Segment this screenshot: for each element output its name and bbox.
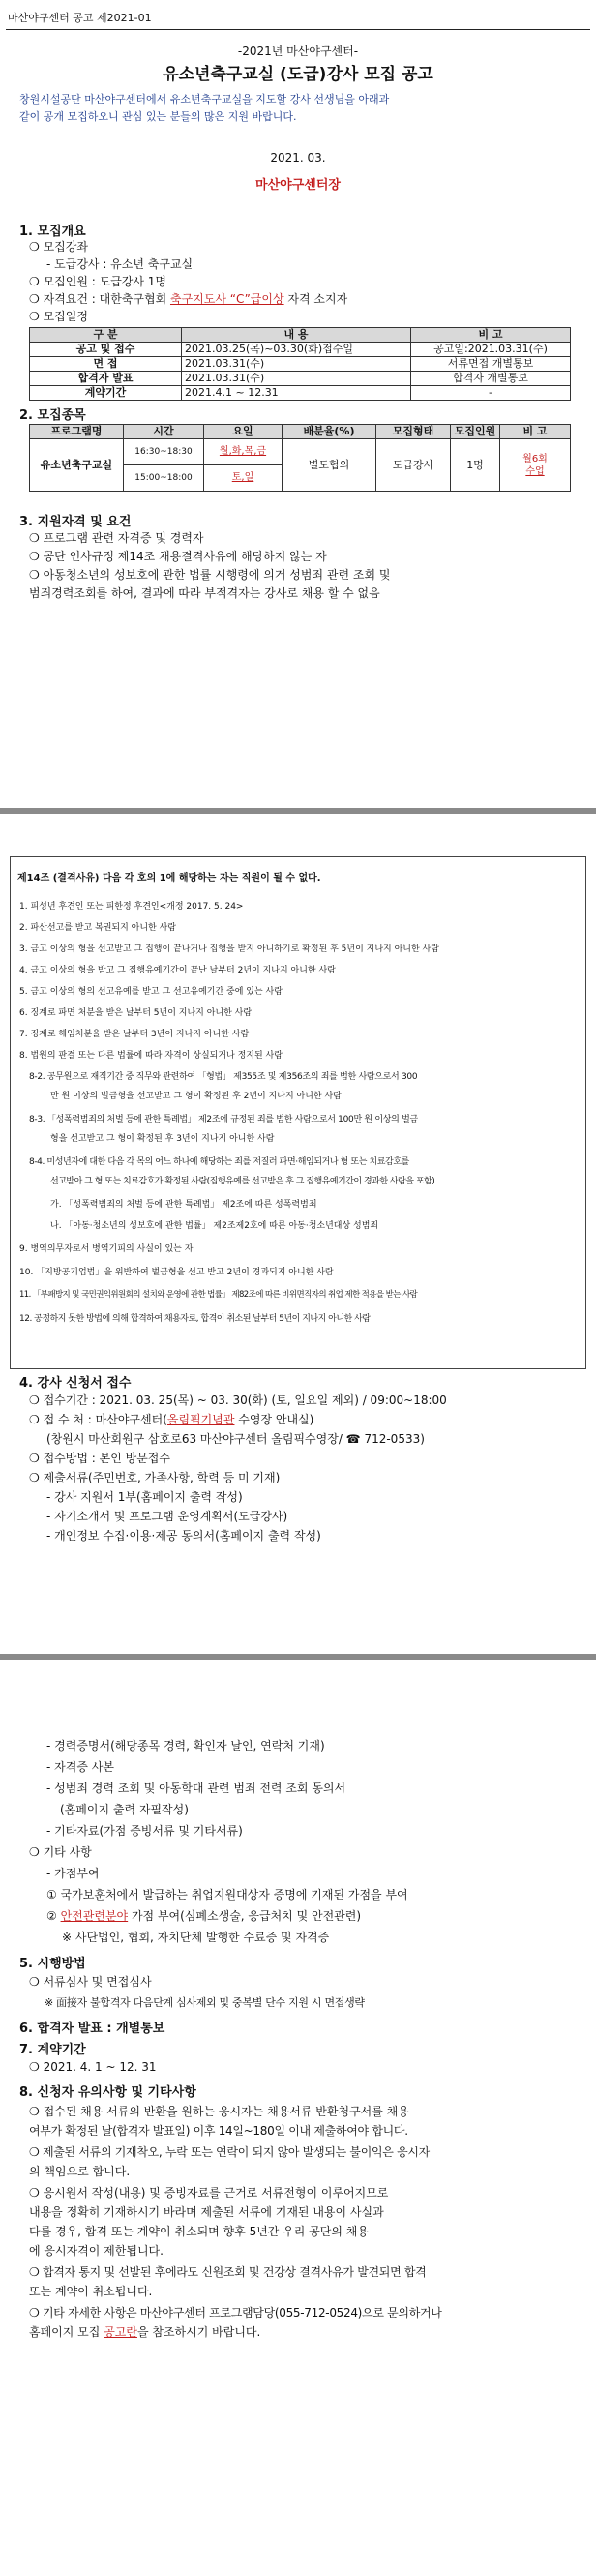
table-row bbox=[30, 372, 571, 386]
list-item: 나. 「아동·청소년의 성보호에 관한 법률」 제2조제2호에 따른 아동·청소년대상 성범죄 bbox=[50, 1221, 379, 1231]
list-item: 12. 공정하지 못한 방법에 의해 합격하여 채용자로, 합격이 취소된 날부터 5년이 지나지 아니한 사람 bbox=[19, 1314, 371, 1324]
s1-course-detail: - 도급강사 : 유소년 축구교실 bbox=[46, 257, 194, 271]
schedule-cell: 면 접 bbox=[30, 357, 182, 372]
s4-doc-item: - 자격증 사본 bbox=[46, 1760, 114, 1774]
issuer-name: 마산야구센터장 bbox=[255, 178, 341, 193]
list-item: 8-4. 미성년자에 대한 다음 각 목의 어느 하나에 해당하는 죄를 저질러 파면·해임되거나 형 또는 치료감호를 bbox=[29, 1157, 409, 1167]
bonus-item: ② 안전관련분야 가점 부여(심폐소생술, 응급처치 및 안전관련) bbox=[46, 1909, 362, 1923]
schedule-header-row bbox=[30, 328, 571, 343]
s4-address: (창원시 마산회원구 삼호로63 마산야구센터 올림픽수영장/ ☎ 712-0533) bbox=[46, 1432, 425, 1446]
table-row bbox=[30, 357, 571, 372]
section-3-heading: 3. 지원자격 및 요건 bbox=[19, 515, 132, 529]
notice-number: 마산야구센터 공고 제2021-01 bbox=[8, 12, 152, 24]
program-note: 월6회 수업 bbox=[500, 439, 571, 492]
s8-bullet-cont: 여부가 확정된 날(합격자 발표일) 이후 14일~180일 이내 제출하여야 합니다. bbox=[29, 2124, 408, 2138]
s4-documents: ❍ 제출서류(주민번호, 가족사항, 학력 등 미 기재) bbox=[29, 1471, 281, 1484]
s1-bullet-course: ❍ 모집강좌 bbox=[29, 240, 88, 254]
page-3 bbox=[0, 1660, 596, 2576]
bonus-item: - 가점부여 bbox=[46, 1867, 100, 1880]
program-time: 15:00~18:00 bbox=[124, 465, 204, 492]
s4-method: ❍ 접수방법 : 본인 방문접수 bbox=[29, 1452, 170, 1465]
schedule-cell: 2021.4.1 ~ 12.31 bbox=[182, 386, 411, 401]
s8-bullet-cont: 다를 경우, 합격 또는 계약이 취소되며 향후 5년간 우리 공단의 채용 bbox=[29, 2225, 369, 2238]
intro-line-1: 창원시설공단 마산야구센터에서 유소년축구교실을 지도할 강사 선생님을 아래과 bbox=[19, 93, 390, 105]
schedule-cell: 공고일:2021.03.31(수) bbox=[411, 343, 571, 357]
program-days: 토,일 bbox=[204, 465, 283, 492]
schedule-cell: 서류면접 개별통보 bbox=[411, 357, 571, 372]
s5-bullet: ❍ 서류심사 및 면접심사 bbox=[29, 1975, 152, 1989]
schedule-header: 구 분 bbox=[30, 328, 182, 343]
s8-bullet: ❍ 응시원서 작성(내용) 및 증빙자료를 근거로 서류전형이 이루어지므로 bbox=[29, 2186, 389, 2200]
section-2-heading: 2. 모집종목 bbox=[19, 408, 86, 423]
list-item: 6. 징계로 파면 처분을 받은 날부터 5년이 지나지 아니한 사람 bbox=[19, 1008, 253, 1018]
table-row bbox=[30, 343, 571, 357]
list-item: 5. 금고 이상의 형의 선고유예를 받고 그 선고유예기간 중에 있는 사람 bbox=[19, 987, 283, 997]
section-7-heading: 7. 계약기간 bbox=[19, 2043, 86, 2057]
schedule-cell: 2021.03.31(수) bbox=[182, 357, 411, 372]
bonus-note: ※ 사단법인, 협회, 자치단체 발행한 수료증 및 자격증 bbox=[62, 1931, 330, 1944]
s3-bullet-2: ❍ 공단 인사규정 제14조 채용결격사유에 해당하지 않는 자 bbox=[29, 550, 327, 563]
s3-bullet-3: ❍ 아동청소년의 성보호에 관한 법률 시행령에 의거 성범죄 관련 조회 및 bbox=[29, 568, 391, 582]
list-item: 11. 「부패방지 및 국민권익위원회의 설치와 운영에 관한 법률」 제82조에 따른 비위면직자의 취업 제한 적용을 받는 사람 bbox=[19, 1290, 418, 1300]
program-header: 시간 bbox=[124, 425, 204, 439]
list-item: 만 원 이상의 벌금형을 선고받고 그 형이 확정된 후 2년이 지나지 아니한 사람 bbox=[50, 1092, 342, 1101]
page-1 bbox=[0, 0, 596, 808]
schedule-cell: 공고 및 접수 bbox=[30, 343, 182, 357]
disqualification-title: 제14조 (결격사유) 다음 각 호의 1에 해당하는 자는 직원이 될 수 없다. bbox=[17, 873, 321, 884]
schedule-cell: 계약기간 bbox=[30, 386, 182, 401]
s1-bullet-qualification: ❍ 자격요건 : 대한축구협회 축구지도사 “C”급이상 자격 소지자 bbox=[29, 292, 348, 306]
schedule-cell: 합격자 발표 bbox=[30, 372, 182, 386]
section-6-heading: 6. 합격자 발표 : 개별통보 bbox=[19, 2022, 165, 2036]
etc-bullet: ❍ 기타 사항 bbox=[29, 1845, 92, 1859]
list-item: 2. 파산선고를 받고 복권되지 아니한 사람 bbox=[19, 923, 176, 933]
notice-title: 유소년축구교실 (도급)강사 모집 공고 bbox=[163, 65, 433, 84]
s3-bullet-3-cont: 범죄경력조회를 하여, 결과에 따라 부적격자는 강사로 채용 할 수 없음 bbox=[29, 586, 380, 600]
s8-bullet: ❍ 접수된 채용 서류의 반환을 원하는 응시자는 채용서류 반환청구서를 채용 bbox=[29, 2105, 409, 2118]
program-header: 프로그램명 bbox=[30, 425, 124, 439]
list-item: 7. 징계로 해임처분을 받은 날부터 3년이 지나지 아니한 사람 bbox=[19, 1030, 250, 1039]
section-1-heading: 1. 모집개요 bbox=[19, 225, 86, 239]
table-row bbox=[30, 439, 571, 465]
section-4-heading: 4. 강사 신청서 접수 bbox=[19, 1376, 132, 1391]
s4-doc-item: - 성범죄 경력 조회 및 아동학대 관련 범죄 전력 조회 동의서 bbox=[46, 1782, 346, 1795]
s8-bullet: ❍ 합격자 통지 및 선발된 후에라도 신원조회 및 건강상 결격사유가 발견되면 합격 bbox=[29, 2265, 427, 2279]
schedule-header: 내 용 bbox=[182, 328, 411, 343]
bonus-item: ① 국가보훈처에서 발급하는 취업지원대상자 증명에 기재된 가점을 부여 bbox=[46, 1888, 408, 1902]
schedule-header: 비 고 bbox=[411, 328, 571, 343]
notice-date: 2021. 03. bbox=[270, 151, 326, 165]
program-header: 모집인원 bbox=[451, 425, 500, 439]
program-name: 유소년축구교실 bbox=[30, 439, 124, 492]
list-item: 형을 선고받고 그 형이 확정된 후 3년이 지나지 아니한 사람 bbox=[50, 1134, 275, 1144]
s8-bullet: ❍ 제출된 서류의 기재착오, 누락 또는 연락이 되지 않아 발생되는 불이익은 응시자 bbox=[29, 2145, 430, 2159]
s3-bullet-1: ❍ 프로그램 관련 자격증 및 경력자 bbox=[29, 531, 204, 545]
notice-subtitle: -2021년 마산야구센터- bbox=[237, 45, 359, 58]
s4-place: ❍ 접 수 처 : 마산야구센터(올림픽기념관 수영장 안내실) bbox=[29, 1413, 314, 1426]
s8-bullet-cont: 홈페이지 모집 공고란을 참조하시기 바랍니다. bbox=[29, 2325, 261, 2339]
s1-bullet-count: ❍ 모집인원 : 도급강사 1명 bbox=[29, 275, 167, 288]
program-ratio: 별도협의 bbox=[283, 439, 376, 492]
s4-doc-item: - 경력증명서(해당종목 경력, 확인자 날인, 연락처 기재) bbox=[46, 1739, 325, 1752]
schedule-cell: - bbox=[411, 386, 571, 401]
header-rule bbox=[6, 29, 590, 30]
s8-bullet: ❍ 기타 자세한 사항은 마산야구센터 프로그램담당(055-712-0524)으로 문의하거나 bbox=[29, 2306, 442, 2320]
s8-bullet-cont: 의 책임으로 합니다. bbox=[29, 2165, 131, 2178]
s4-doc-item: (홈페이지 출력 자필작성) bbox=[60, 1803, 189, 1816]
program-header: 모집형태 bbox=[376, 425, 451, 439]
list-item: 가. 「성폭력범죄의 처벌 등에 관한 특례법」 제2조에 따른 성폭력범죄 bbox=[50, 1200, 317, 1210]
schedule-table bbox=[29, 327, 571, 401]
program-days: 월,화,목,금 bbox=[204, 439, 283, 465]
s4-doc-item: - 강사 지원서 1부(홈페이지 출력 작성) bbox=[46, 1490, 243, 1504]
s4-doc-item: - 기타자료(가점 증빙서류 및 기타서류) bbox=[46, 1824, 243, 1838]
program-header: 요일 bbox=[204, 425, 283, 439]
list-item: 4. 금고 이상의 형을 받고 그 집행유예기간이 끝난 날부터 2년이 지나지 아니한 사람 bbox=[19, 966, 336, 975]
list-item: 8. 법원의 판결 또는 다른 법률에 따라 자격이 상실되거나 정지된 사람 bbox=[19, 1051, 283, 1061]
program-time: 16:30~18:30 bbox=[124, 439, 204, 465]
s4-doc-item: - 자기소개서 및 프로그램 운영계획서(도급강사) bbox=[46, 1510, 288, 1523]
program-count: 1명 bbox=[451, 439, 500, 492]
s8-bullet-cont: 에 응시자격이 제한됩니다. bbox=[29, 2244, 164, 2258]
schedule-cell: 2021.03.31(수) bbox=[182, 372, 411, 386]
schedule-cell: 2021.03.25(목)~03.30(화)접수일 bbox=[182, 343, 411, 357]
list-item: 9. 병역의무자로서 병역기피의 사실이 있는 자 bbox=[19, 1244, 194, 1254]
list-item: 3. 금고 이상의 형을 선고받고 그 집행이 끝나거나 집행을 받지 아니하기로 확정된 후 5년이 지나지 아니한 사람 bbox=[19, 944, 439, 954]
intro-line-2: 같이 공개 모집하오니 관심 있는 분들의 많은 지원 바랍니다. bbox=[19, 110, 297, 123]
s5-note: ※ 面接자 불합격자 다음단계 심사제외 및 중복별 단수 지원 시 면접생략 bbox=[45, 1996, 365, 2009]
list-item: 선고받아 그 형 또는 치료감호가 확정된 사람(집행유예를 선고받은 후 그 집행유예기간이 경과한 사람을 포함) bbox=[50, 1177, 435, 1186]
program-header: 배분율(%) bbox=[283, 425, 376, 439]
list-item: 8-2. 공무원으로 재직기간 중 직무와 관련하여 「형법」 제355조 및 제356조의 죄를 범한 사람으로서 300 bbox=[29, 1072, 418, 1082]
s8-bullet-cont: 또는 계약이 취소됩니다. bbox=[29, 2285, 153, 2298]
s4-doc-item: - 개인정보 수집·이용·제공 동의서(홈페이지 출력 작성) bbox=[46, 1529, 321, 1543]
list-item: 8-3. 「성폭력범죄의 처벌 등에 관한 특례법」 제2조에 규정된 죄를 범한 사람으로서 100만 원 이상의 벌금 bbox=[29, 1115, 418, 1124]
program-type: 도급강사 bbox=[376, 439, 451, 492]
section-5-heading: 5. 시행방법 bbox=[19, 1957, 86, 1971]
table-row bbox=[30, 386, 571, 401]
list-item: 1. 피성년 후견인 또는 피한정 후견인<개정 2017. 5. 24> bbox=[19, 902, 244, 912]
list-item: 10. 「지방공기업법」을 위반하여 벌금형을 선고 받고 2년이 경과되지 아니한 사람 bbox=[19, 1268, 334, 1277]
section-8-heading: 8. 신청자 유의사항 및 기타사항 bbox=[19, 2085, 196, 2100]
schedule-cell: 합격자 개별통보 bbox=[411, 372, 571, 386]
program-header-row bbox=[30, 425, 571, 439]
s7-bullet: ❍ 2021. 4. 1 ~ 12. 31 bbox=[29, 2060, 157, 2074]
s1-bullet-schedule: ❍ 모집일정 bbox=[29, 310, 88, 323]
s8-bullet-cont: 내용을 정확히 기재하시기 바라며 제출된 서류에 기재된 내용이 사실과 bbox=[29, 2205, 384, 2219]
s4-period: ❍ 접수기간 : 2021. 03. 25(목) ~ 03. 30(화) (토, 일요일 제외) / 09:00~18:00 bbox=[29, 1393, 447, 1407]
program-header: 비 고 bbox=[500, 425, 571, 439]
page-2 bbox=[0, 814, 596, 1654]
program-table bbox=[29, 424, 571, 492]
